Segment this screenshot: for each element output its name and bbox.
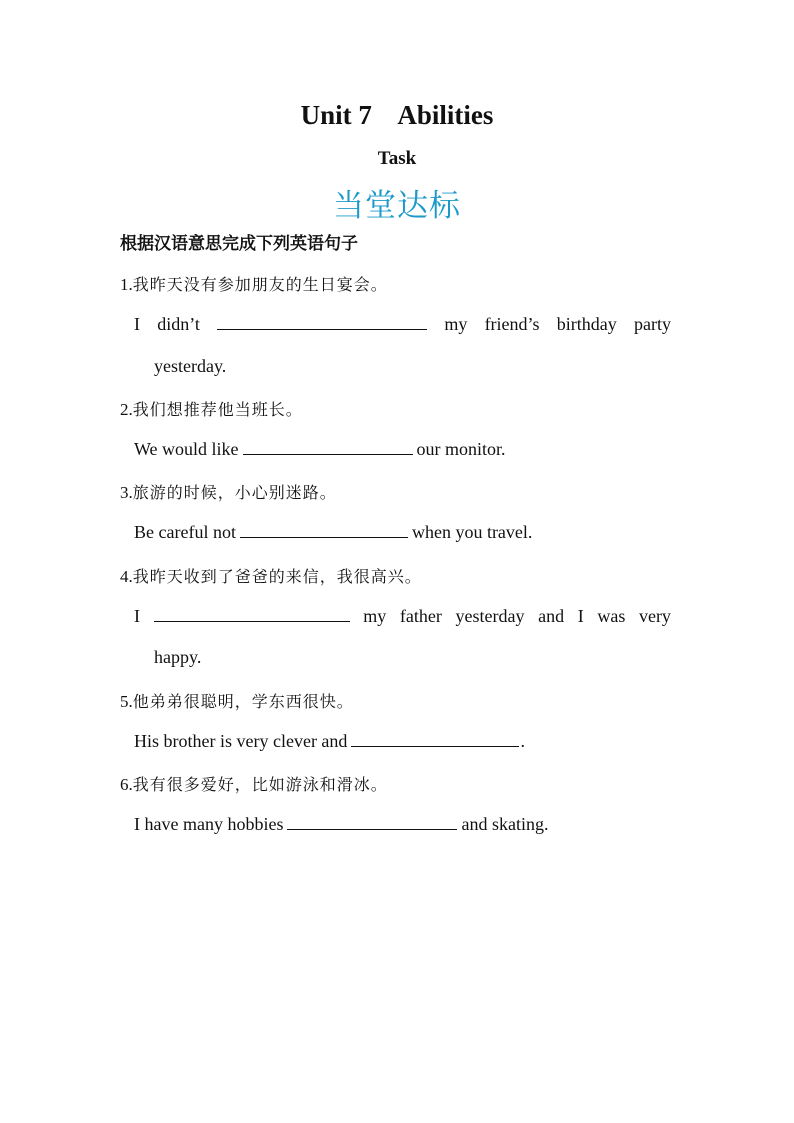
- question-1-answer-blank[interactable]: [217, 315, 427, 330]
- question-2-text-after: our monitor.: [416, 439, 506, 459]
- question-1-chinese: [120, 272, 388, 295]
- page-subtitle: Task: [377, 148, 417, 169]
- question-6-chinese-text: 我有很多爱好，比如游泳和滑冰。: [132, 775, 388, 794]
- question-5-english: [134, 731, 525, 752]
- question-3-answer-blank[interactable]: [240, 523, 408, 538]
- question-3-text-after: when you travel.: [411, 522, 533, 542]
- question-1-continuation: yesterday.: [154, 356, 227, 376]
- question-2-english: [134, 439, 506, 460]
- question-1-chinese-text: 我昨天没有参加朋友的生日宴会。: [132, 275, 388, 294]
- question-6-number: 6.: [120, 775, 133, 794]
- question-4-word: yesterday: [455, 606, 525, 626]
- question-3-text-before: Be careful not: [134, 522, 236, 542]
- question-4-word: was: [597, 606, 626, 626]
- question-2-chinese-text: 我们想推荐他当班长。: [132, 400, 303, 419]
- question-3-number: 3.: [120, 483, 133, 502]
- question-1-word: my: [444, 314, 468, 334]
- question-4-chinese: [120, 564, 422, 587]
- question-6-answer-blank[interactable]: [287, 815, 457, 830]
- question-4-chinese-text: 我昨天收到了爸爸的来信，我很高兴。: [132, 567, 422, 586]
- question-4-answer-blank[interactable]: [154, 607, 350, 622]
- page-title: Unit 7 Abilities: [300, 100, 494, 130]
- question-4-word: my: [363, 606, 387, 626]
- question-5-text-after: .: [520, 731, 525, 751]
- question-1-word: didn’t: [157, 314, 200, 334]
- question-4-word: very: [638, 606, 671, 626]
- question-3-chinese: [120, 480, 337, 503]
- question-4-number: 4.: [120, 567, 133, 586]
- section-heading: 当堂达标: [333, 188, 461, 224]
- question-6-text-after: and skating.: [461, 814, 549, 834]
- question-4-continuation: happy.: [154, 647, 202, 667]
- instruction-text: 根据汉语意思完成下列英语句子: [120, 234, 358, 254]
- question-5-chinese: [120, 689, 354, 712]
- question-2-number: 2.: [120, 400, 133, 419]
- question-4-word: I: [134, 606, 140, 626]
- question-2-text-before: We would like: [134, 439, 239, 459]
- question-5-chinese-text: 他弟弟很聪明，学东西很快。: [132, 692, 354, 711]
- question-4-word: and: [538, 606, 565, 626]
- question-1-english: [134, 314, 671, 335]
- question-6-english: [134, 814, 548, 835]
- question-1-word: birthday: [556, 314, 617, 334]
- question-6-text-before: I have many hobbies: [134, 814, 284, 834]
- question-4-word: I: [577, 606, 584, 626]
- question-2-answer-blank[interactable]: [243, 440, 413, 455]
- question-3-chinese-text: 旅游的时候，小心别迷路。: [132, 483, 337, 502]
- question-1-number: 1.: [120, 275, 133, 294]
- question-1-word: I: [134, 314, 140, 334]
- question-4-english: [134, 606, 671, 627]
- question-6-chinese: [120, 772, 388, 795]
- question-5-number: 5.: [120, 692, 133, 711]
- question-2-chinese: [120, 397, 303, 420]
- question-5-answer-blank[interactable]: [351, 732, 519, 747]
- question-1-word: party: [633, 314, 671, 334]
- question-5-text-before: His brother is very clever and: [134, 731, 348, 751]
- question-1-word: friend’s: [484, 314, 540, 334]
- question-4-word: father: [399, 606, 442, 626]
- question-3-english: [134, 522, 532, 543]
